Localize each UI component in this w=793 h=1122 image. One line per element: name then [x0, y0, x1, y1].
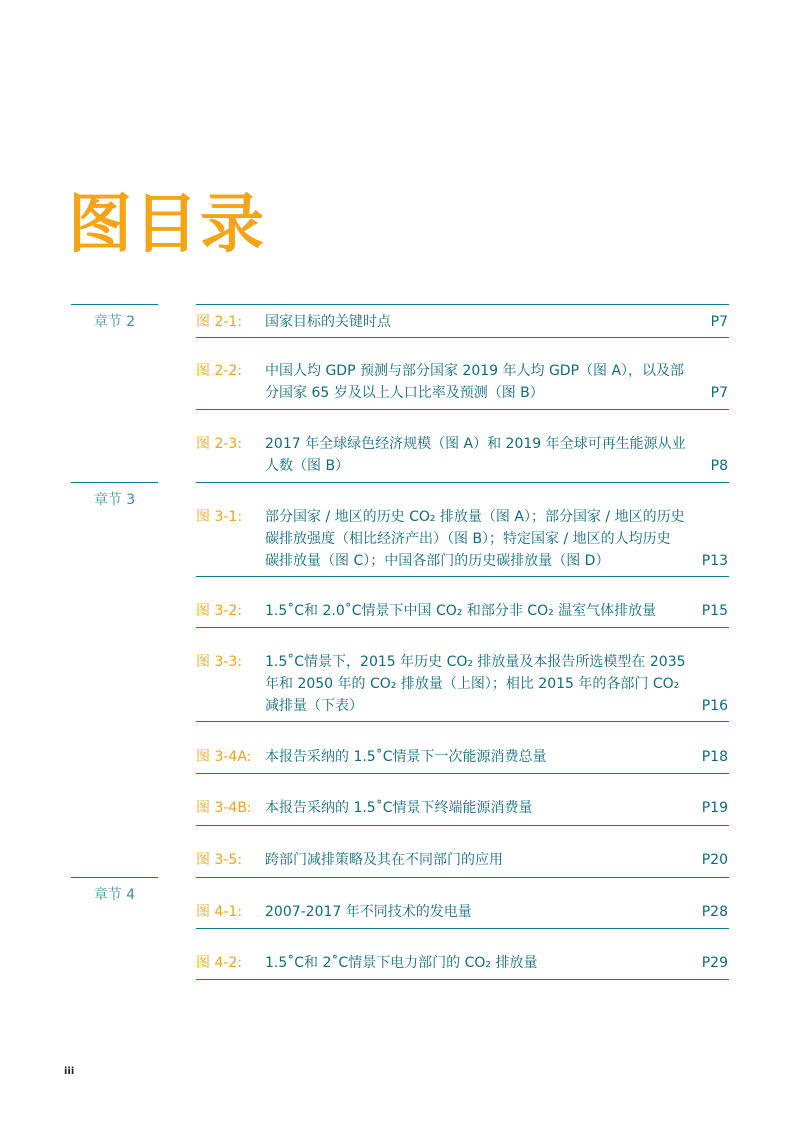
figure-caption — [265, 506, 685, 572]
chapter-label: 章节 4 — [93, 887, 136, 903]
figure-caption — [265, 360, 685, 404]
figure-number: 图 2-1: — [196, 314, 243, 330]
page-title: 图目录 — [68, 188, 266, 262]
figure-caption — [265, 797, 670, 819]
page-reference: P7 — [710, 385, 728, 401]
caption-line: 本报告采纳的 1.5˚C情景下一次能源消费总量 — [265, 749, 547, 765]
figure-caption — [265, 849, 670, 871]
toc-entry-fig-3-5[interactable] — [196, 825, 729, 878]
toc-entry-fig-2-2[interactable] — [196, 336, 729, 410]
figure-caption — [265, 952, 670, 974]
page-reference: P16 — [701, 698, 728, 714]
chapter-2-marker — [71, 304, 158, 331]
figure-number: 图 4-2: — [196, 955, 243, 971]
caption-line: 国家目标的关键时点 — [265, 314, 391, 330]
page-reference: P20 — [701, 852, 728, 868]
caption-line: 1.5˚C和 2.0˚C情景下中国 CO₂ 和部分非 CO₂ 温室气体排放量 — [265, 603, 657, 619]
toc-entry-fig-2-3[interactable] — [196, 409, 729, 483]
caption-line: 2007-2017 年不同技术的发电量 — [265, 904, 472, 920]
caption-line: 中国人均 GDP 预测与部分国家 2019 年人均 GDP（图 A），以及部 — [265, 363, 685, 379]
figure-number: 图 4-1: — [196, 904, 243, 920]
toc-entry-fig-3-4b[interactable] — [196, 773, 729, 826]
page-reference: P18 — [701, 749, 728, 765]
caption-line: 1.5˚C情景下，2015 年历史 CO₂ 排放量及本报告所选模型在 2035 — [265, 654, 686, 670]
toc-entry-fig-3-1[interactable] — [196, 482, 729, 577]
caption-line: 碳排放强度（相比经济产出）（图 B）；特定国家 / 地区的人均历史 — [265, 531, 671, 547]
page-reference: P28 — [701, 904, 728, 920]
chapter-4-marker — [71, 877, 158, 904]
caption-line: 本报告采纳的 1.5˚C情景下终端能源消费量 — [265, 800, 533, 816]
figure-caption — [265, 901, 670, 923]
figure-caption — [265, 311, 670, 333]
toc-entry-fig-4-1[interactable] — [196, 877, 729, 929]
figure-caption — [265, 433, 686, 477]
figure-number: 图 2-2: — [196, 363, 243, 379]
page-reference: P13 — [701, 553, 728, 569]
figure-number: 图 3-5: — [196, 852, 243, 868]
figure-caption — [265, 746, 670, 768]
caption-line: 2017 年全球绿色经济规模（图 A）和 2019 年全球可再生能源从业 — [265, 436, 686, 452]
page-reference: P19 — [701, 800, 728, 816]
caption-line: 减排量（下表） — [265, 698, 363, 714]
caption-line: 分国家 65 岁及以上人口比率及预测（图 B） — [265, 385, 544, 401]
toc-entry-fig-2-1[interactable] — [196, 304, 729, 338]
figure-number: 图 3-2: — [196, 603, 243, 619]
page-reference: P8 — [710, 458, 728, 474]
page-reference: P15 — [701, 603, 728, 619]
caption-line: 部分国家 / 地区的历史 CO₂ 排放量（图 A）；部分国家 / 地区的历史 — [265, 509, 685, 525]
caption-line: 人数（图 B） — [265, 458, 350, 474]
figure-caption — [265, 600, 670, 622]
chapter-label: 章节 2 — [93, 314, 136, 330]
caption-line: 碳排放量（图 C）；中国各部门的历史碳排放量（图 D） — [265, 553, 610, 569]
page-reference: P7 — [710, 314, 728, 330]
page-reference: P29 — [701, 955, 728, 971]
chapter-3-marker — [71, 482, 158, 509]
chapter-label: 章节 3 — [93, 492, 136, 508]
toc-entry-fig-3-2[interactable] — [196, 576, 729, 628]
figure-number: 图 3-1: — [196, 509, 243, 525]
figure-number: 图 3-4A: — [196, 749, 252, 765]
toc-entry-fig-3-3[interactable] — [196, 627, 729, 722]
caption-line: 1.5˚C和 2˚C情景下电力部门的 CO₂ 排放量 — [265, 955, 538, 971]
caption-line: 年和 2050 年的 CO₂ 排放量（上图）；相比 2015 年的各部门 CO₂ — [265, 676, 680, 692]
figure-number: 图 3-4B: — [196, 800, 252, 816]
page-number: iii — [64, 1066, 75, 1077]
caption-line: 跨部门减排策略及其在不同部门的应用 — [265, 852, 503, 868]
figure-number: 图 3-3: — [196, 654, 243, 670]
figure-caption — [265, 651, 686, 717]
toc-entry-fig-4-2[interactable] — [196, 928, 729, 980]
toc-entry-fig-3-4a[interactable] — [196, 721, 729, 774]
figure-number: 图 2-3: — [196, 436, 243, 452]
